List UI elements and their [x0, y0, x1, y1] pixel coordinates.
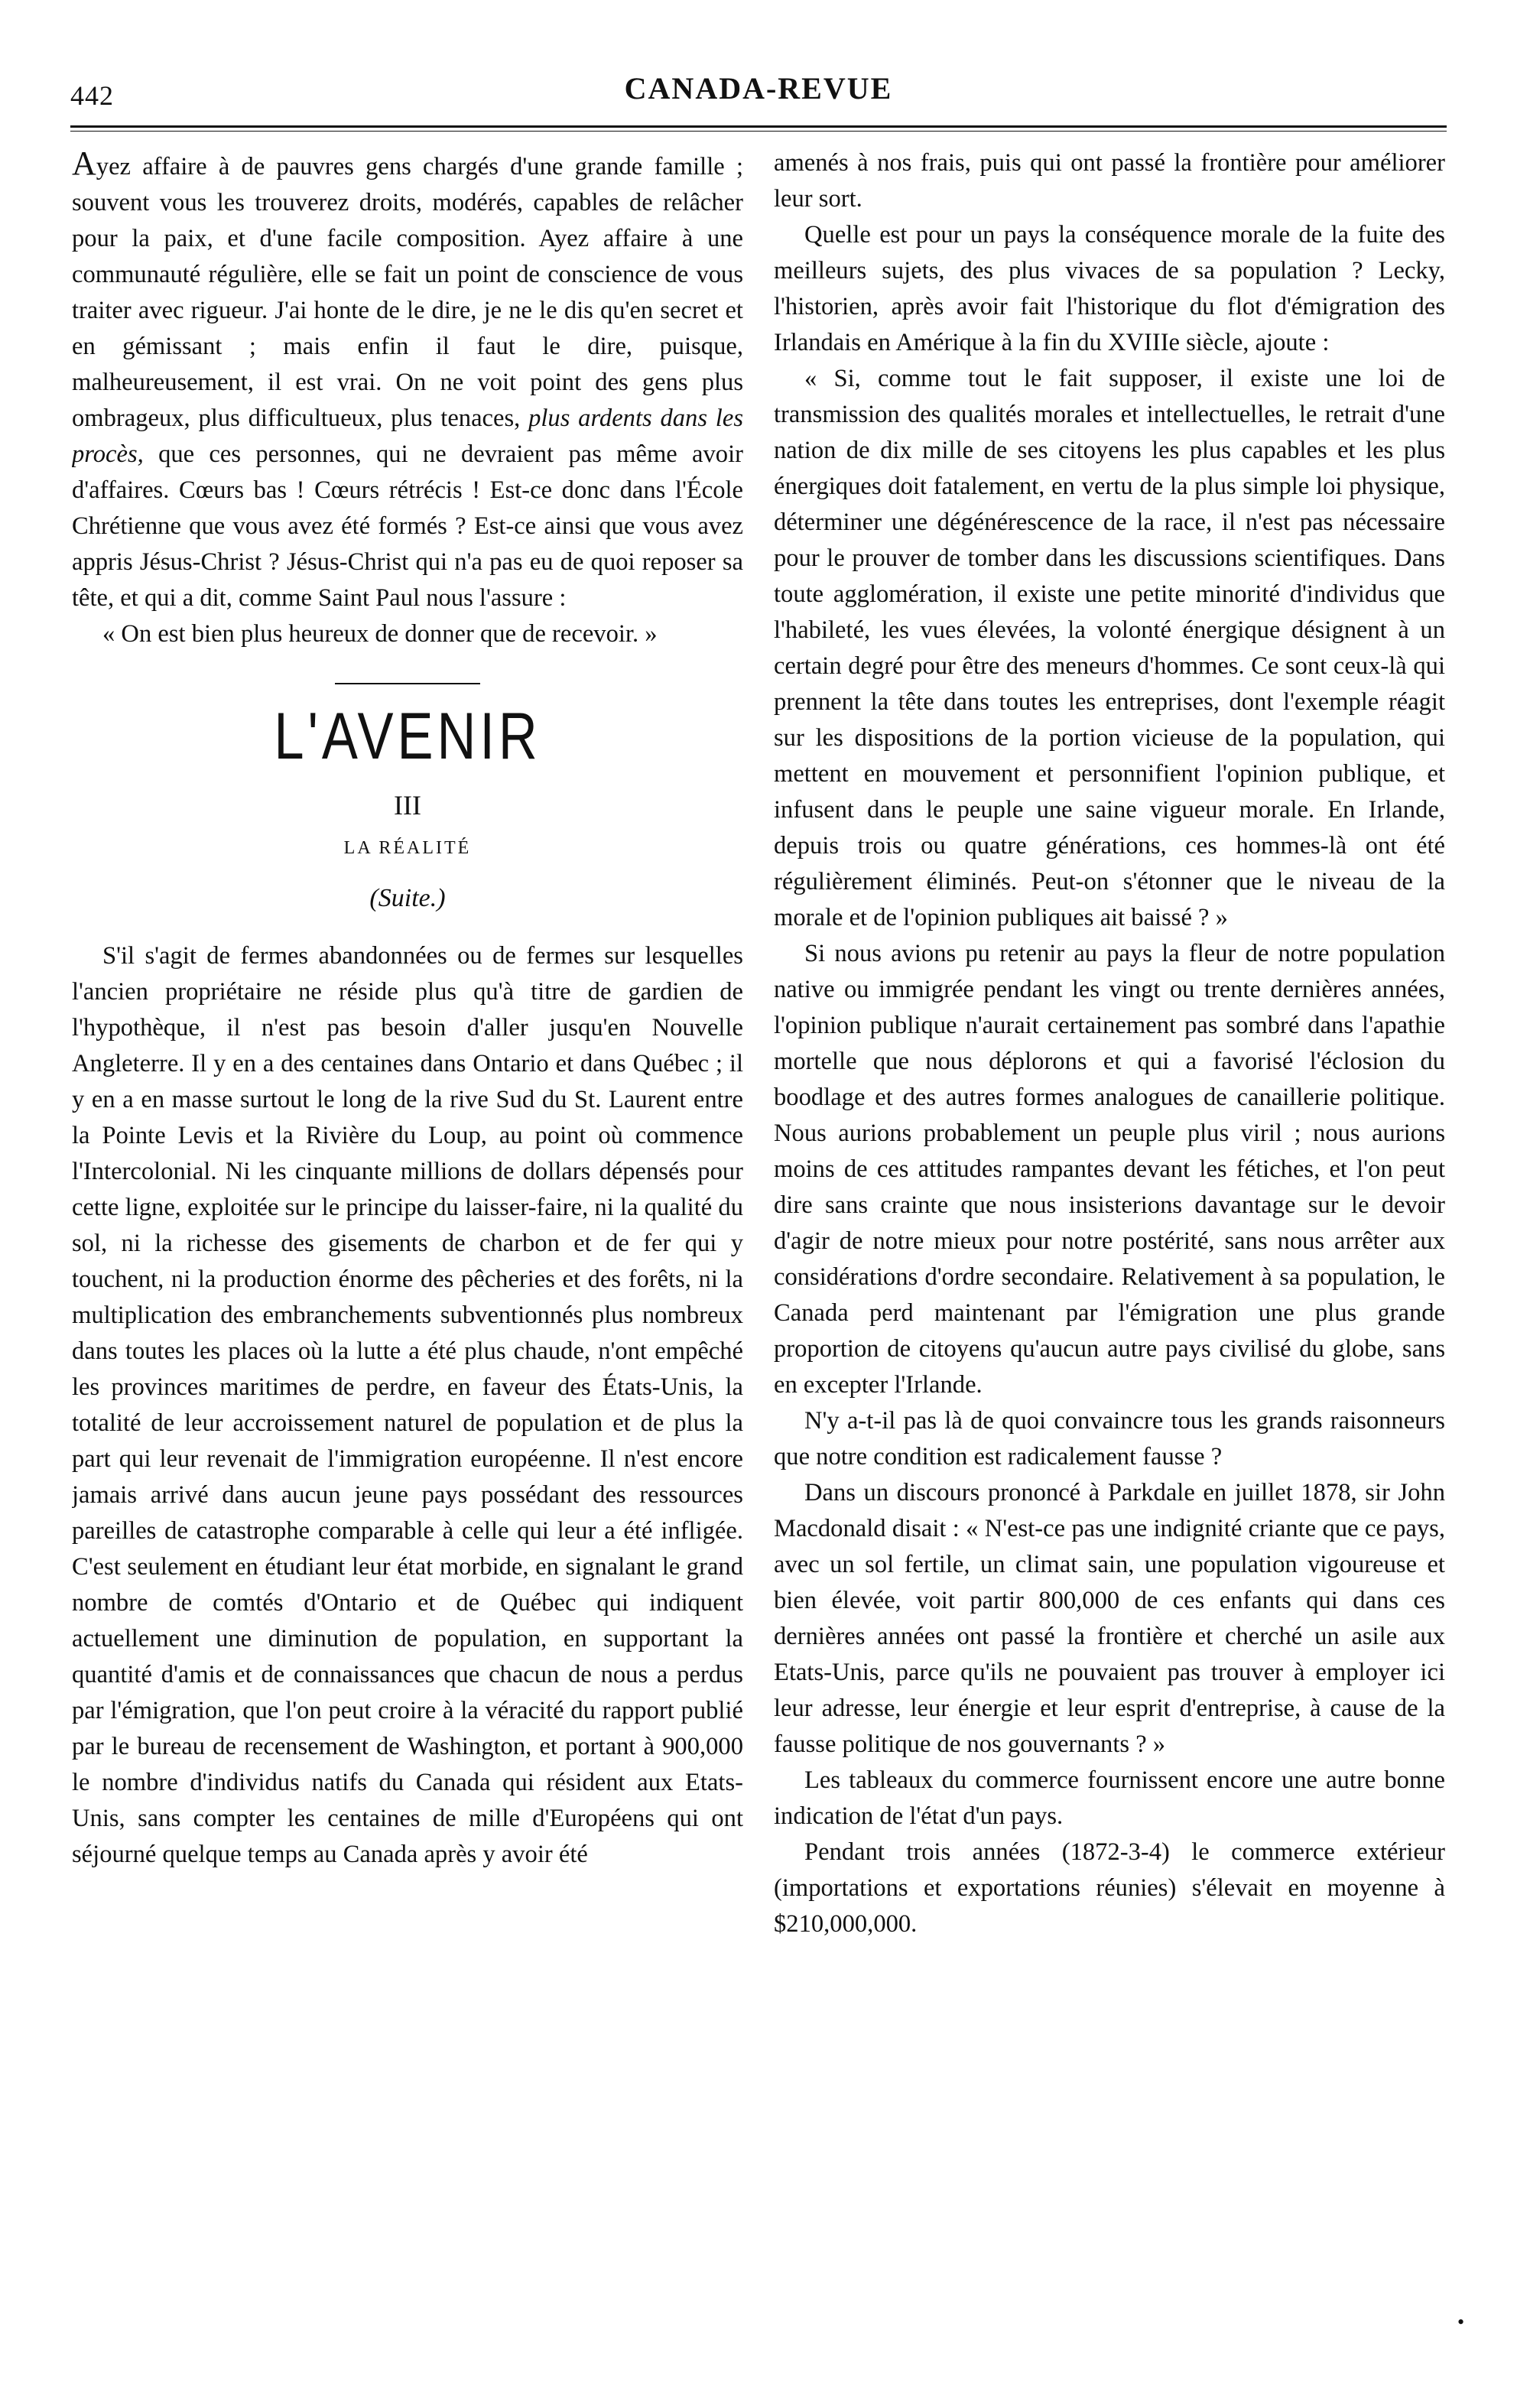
opening-italic-phrase: plus ardents dans les procès, [72, 405, 743, 468]
body-paragraph: amenés à nos frais, puis qui ont passé la frontière pour améliorer leur sort. [774, 149, 1445, 213]
lecky-quote-paragraph: « Si, comme tout le fait supposer, il existe une loi de transmission des qualités morales et intellectuelles, le retrait d'une nation de dix mille de ses citoyens les plus capables et les plus énergiques doit fatalement, en vertu de la plus simple loi physique, déterminer une dégénérescence de la race, il n'est pas nécessaire pour le prouver de tomber dans les discussions scientifiques. Dans toute agglomération, il existe une petite minorité d'individus que l'habileté, les vues élevées, la volonté énergique désignent à un certain degré pour être des meneurs d'hommes. Ce sont ceux-là qui prennent la tête dans toutes les entreprises, dont l'exemple réagit sur les dispositions de la portion vicieuse de la population, qui mettent en mouvement et personnifient l'opinion publique, et infusent dans le peuple une saine vigueur morale. En Irlande, depuis trois ou quatre générations, ces hommes-là ont été régulièrement éliminés. Peut-on s'étonner que le niveau de la morale et de l'opinion publiques ait baissé ? » [774, 365, 1445, 931]
left-column [72, 145, 743, 2378]
quote-paragraph: « On est bien plus heureux de donner que de recevoir. » [102, 620, 658, 648]
body-paragraph: Les tableaux du commerce fournissent encore une autre bonne indication de l'état d'un pays. [774, 1766, 1445, 1830]
header-rule [70, 125, 1447, 132]
opening-paragraph [72, 145, 743, 616]
opening-text-b: que ces personnes, qui ne devraient pas même avoir d'affaires. Cœurs bas ! Cœurs rétrécis ! Est-ce donc dans l'École Chrétienne que vous avez été formés ? Est-ce ainsi que vous avez appris Jésus-Christ ? Jésus-Christ qui n'a pas eu de quoi reposer sa tête, et qui a dit, comme Saint Paul nous l'assure : [72, 440, 743, 612]
right-column [774, 145, 1445, 2378]
body-paragraph: Pendant trois années (1872-3-4) le commerce extérieur (importations et exportations réunies) s'élevait en moyenne à $210,000,000. [774, 1838, 1445, 1938]
drop-cap: A [72, 145, 96, 182]
article-title: L'AVENIR [274, 700, 541, 773]
page-number: 442 [70, 80, 114, 111]
continued-label: (Suite.) [369, 884, 446, 912]
body-paragraph: Quelle est pour un pays la conséquence morale de la fuite des meilleurs sujets, des plus vivaces de sa population ? Lecky, l'historien, après avoir fait l'historique du flot d'émigration des Irlandais en Amérique à la fin du XVIIIe siècle, ajoute : [774, 221, 1445, 356]
macdonald-quote-paragraph: Dans un discours prononcé à Parkdale en juillet 1878, sir John Macdonald disait : « N'est-ce pas une indignité criante que ce pays, avec un sol fertile, un climat sain, une population vigoureuse et bien élevée, voit partir 800,000 de ces enfants qui dans ces dernières années ont passé la frontière et cherché un asile aux Etats-Unis, parce qu'ils ne pouvaient pas trouver à employer ici leur adresse, leur énergie et leur esprit d'entreprise, à cause de la fausse politique de nos gouvernants ? » [774, 1479, 1445, 1758]
footer-mark: • [1457, 2311, 1465, 2333]
part-number: III [394, 790, 421, 821]
section-title: LA RÉALITÉ [343, 838, 472, 858]
section-separator [335, 683, 480, 684]
opening-text-a: yez affaire à de pauvres gens chargés d'une grande famille ; souvent vous les trouverez droits, modérés, capables de relâcher pour la paix, et d'une facile composition. Ayez affaire à une communauté régulière, elle se fait un point de conscience de vous traiter avec rigueur. J'ai honte de le dire, je ne le dis qu'en secret et en gémissant ; mais enfin il faut le dire, puisque, malheureusement, il est vrai. On ne voit point des gens plus ombrageux, plus difficultueux, plus tenaces, [72, 153, 743, 432]
body-paragraph: Si nous avions pu retenir au pays la fleur de notre population native ou immigrée pendant les vingt ou trente dernières années, l'opinion publique n'aurait certainement pas sombré dans l'apathie mortelle que nous déplorons et qui a favorisé l'éclosion du boodlage et des autres formes analogues de canaillerie politique. Nous aurions probablement un peuple plus viril ; nous aurions moins de ces attitudes rampantes devant les fétiches, et l'on peut dire sans crainte que nous insisterions davantage sur le devoir d'agir de notre mieux pour notre postérité, sans nous arrêter aux considérations d'ordre secondaire. Relativement à sa population, le Canada perd maintenant par l'émigration une plus grande proportion de citoyens qu'aucun autre pays civilisé du globe, sans en excepter l'Irlande. [774, 940, 1445, 1399]
body-paragraph: N'y a-t-il pas là de quoi convaincre tous les grands raisonneurs que notre condition est radicalement fausse ? [774, 1407, 1445, 1470]
body-paragraph: S'il s'agit de fermes abandonnées ou de fermes sur lesquelles l'ancien propriétaire ne réside plus qu'à titre de gardien de l'hypothèque, il n'est pas besoin d'aller jusqu'en Nouvelle Angleterre. Il y en a des centaines dans Ontario et dans Québec ; il y en a en masse surtout le long de la rive Sud du St. Laurent entre la Pointe Levis et la Rivière du Loup, au point où commence l'Intercolonial. Ni les cinquante millions de dollars dépensés pour cette ligne, exploitée sur le principe du laisser-faire, ni la qualité du sol, ni la richesse des gisements de charbon et de fer qui y touchent, ni la production énorme des pêcheries et des forêts, ni la multiplication des embranchements subventionnés plus nombreux dans toutes les places où la lutte a été plus chaude, n'ont empêché les provinces maritimes de perdre, en faveur des États-Unis, la totalité de leur accroissement naturel de population et de plus la part qui leur revenait de l'immigration européenne. Il n'est encore jamais arrivé dans aucun jeune pays possédant des ressources pareilles de catastrophe comparable à celle qui leur a été infligée. C'est seulement en étudiant leur état morbide, en signalant le grand nombre de comtés d'Ontario et de Québec qui indiquent actuellement une diminution de population, en supportant la quantité d'amis et de connaissances que chacun de nous a perdus par l'émigration, que l'on peut croire à la véracité du rapport publié par le bureau de recensement de Washington, et portant à 900,000 le nombre d'individus natifs du Canada qui résident aux Etats-Unis, sans compter les centaines de mille d'Européens qui ont séjourné quelque temps au Canada après y avoir été [72, 942, 743, 1868]
running-head: CANADA-REVUE [624, 71, 893, 106]
